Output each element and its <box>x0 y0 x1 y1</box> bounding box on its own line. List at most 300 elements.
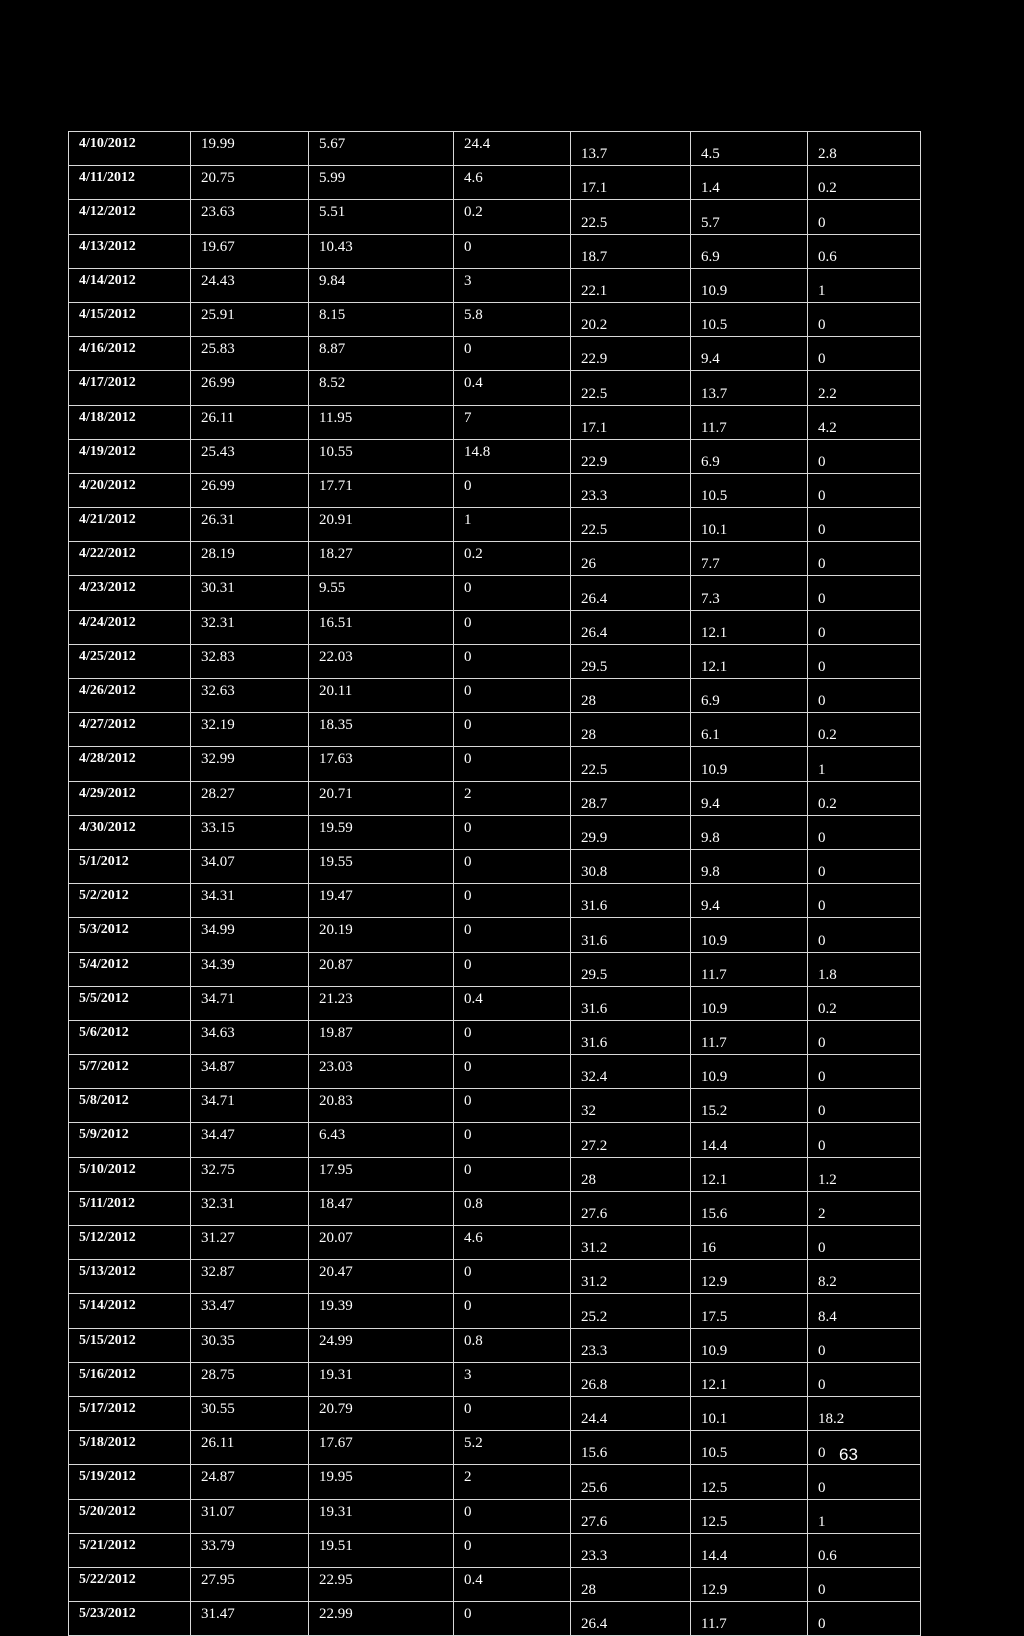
date-cell: 5/11/2012 <box>69 1191 191 1225</box>
value-cell-6: 0.2 <box>808 166 921 200</box>
value-cell-1: 32.99 <box>191 747 309 781</box>
value-cell-3: 0.4 <box>454 986 571 1020</box>
value-cell-6: 0 <box>808 1226 921 1260</box>
value-cell-5: 10.5 <box>691 1431 808 1465</box>
value-cell-3: 0 <box>454 1499 571 1533</box>
table-row <box>69 268 921 302</box>
value-cell-4: 30.8 <box>571 849 691 883</box>
value-cell-5: 9.4 <box>691 337 808 371</box>
value-cell-5: 10.9 <box>691 747 808 781</box>
value-cell-3: 24.4 <box>454 132 571 166</box>
value-cell-1: 26.11 <box>191 1431 309 1465</box>
value-cell-6: 1 <box>808 1499 921 1533</box>
date-cell: 4/10/2012 <box>69 132 191 166</box>
table-row <box>69 576 921 610</box>
value-cell-5: 10.9 <box>691 918 808 952</box>
value-cell-2: 19.87 <box>309 1020 454 1054</box>
value-cell-2: 9.55 <box>309 576 454 610</box>
value-cell-2: 22.03 <box>309 644 454 678</box>
value-cell-2: 19.31 <box>309 1499 454 1533</box>
value-cell-5: 5.7 <box>691 200 808 234</box>
value-cell-5: 10.1 <box>691 508 808 542</box>
value-cell-1: 33.47 <box>191 1294 309 1328</box>
value-cell-1: 30.55 <box>191 1396 309 1430</box>
value-cell-1: 25.83 <box>191 337 309 371</box>
value-cell-4: 27.6 <box>571 1499 691 1533</box>
table-row <box>69 234 921 268</box>
value-cell-5: 9.8 <box>691 815 808 849</box>
table-row <box>69 1294 921 1328</box>
table-row <box>69 200 921 234</box>
value-cell-1: 34.07 <box>191 849 309 883</box>
value-cell-1: 27.95 <box>191 1567 309 1601</box>
table-body <box>69 132 921 1636</box>
value-cell-3: 0 <box>454 610 571 644</box>
value-cell-6: 2.8 <box>808 132 921 166</box>
value-cell-1: 34.63 <box>191 1020 309 1054</box>
table-row <box>69 508 921 542</box>
value-cell-3: 0 <box>454 1294 571 1328</box>
value-cell-4: 27.6 <box>571 1191 691 1225</box>
table-row <box>69 371 921 405</box>
value-cell-6: 0 <box>808 849 921 883</box>
value-cell-4: 22.5 <box>571 747 691 781</box>
value-cell-4: 31.6 <box>571 884 691 918</box>
value-cell-2: 22.99 <box>309 1602 454 1636</box>
date-cell: 5/13/2012 <box>69 1260 191 1294</box>
date-cell: 5/17/2012 <box>69 1396 191 1430</box>
value-cell-1: 25.91 <box>191 302 309 336</box>
table-row <box>69 1157 921 1191</box>
date-cell: 5/3/2012 <box>69 918 191 952</box>
table-row <box>69 1055 921 1089</box>
value-cell-3: 4.6 <box>454 166 571 200</box>
value-cell-4: 29.9 <box>571 815 691 849</box>
value-cell-5: 6.9 <box>691 679 808 713</box>
value-cell-6: 8.4 <box>808 1294 921 1328</box>
table-row <box>69 302 921 336</box>
value-cell-6: 0.2 <box>808 713 921 747</box>
value-cell-4: 24.4 <box>571 1396 691 1430</box>
table-row <box>69 679 921 713</box>
value-cell-2: 11.95 <box>309 405 454 439</box>
date-cell: 4/25/2012 <box>69 644 191 678</box>
value-cell-5: 7.3 <box>691 576 808 610</box>
value-cell-4: 26.8 <box>571 1362 691 1396</box>
value-cell-5: 11.7 <box>691 952 808 986</box>
value-cell-4: 25.2 <box>571 1294 691 1328</box>
value-cell-2: 8.52 <box>309 371 454 405</box>
value-cell-3: 3 <box>454 1362 571 1396</box>
value-cell-6: 0 <box>808 1020 921 1054</box>
value-cell-3: 2 <box>454 1465 571 1499</box>
value-cell-1: 32.63 <box>191 679 309 713</box>
table-row <box>69 1465 921 1499</box>
value-cell-1: 32.75 <box>191 1157 309 1191</box>
table-row <box>69 1123 921 1157</box>
value-cell-5: 12.1 <box>691 1157 808 1191</box>
table-row <box>69 1431 921 1465</box>
value-cell-3: 3 <box>454 268 571 302</box>
date-cell: 5/4/2012 <box>69 952 191 986</box>
table-row <box>69 337 921 371</box>
date-cell: 5/2/2012 <box>69 884 191 918</box>
table-row <box>69 1328 921 1362</box>
date-cell: 4/28/2012 <box>69 747 191 781</box>
value-cell-3: 0 <box>454 1602 571 1636</box>
value-cell-5: 10.9 <box>691 268 808 302</box>
table-row <box>69 542 921 576</box>
value-cell-3: 0.8 <box>454 1191 571 1225</box>
value-cell-5: 12.1 <box>691 610 808 644</box>
value-cell-6: 0 <box>808 1602 921 1636</box>
value-cell-4: 25.6 <box>571 1465 691 1499</box>
date-cell: 4/20/2012 <box>69 473 191 507</box>
value-cell-2: 17.95 <box>309 1157 454 1191</box>
value-cell-3: 0 <box>454 1533 571 1567</box>
value-cell-4: 31.6 <box>571 918 691 952</box>
value-cell-1: 34.71 <box>191 986 309 1020</box>
table-row <box>69 747 921 781</box>
value-cell-5: 12.5 <box>691 1499 808 1533</box>
value-cell-5: 14.4 <box>691 1533 808 1567</box>
date-cell: 4/17/2012 <box>69 371 191 405</box>
table-row <box>69 405 921 439</box>
value-cell-4: 26.4 <box>571 610 691 644</box>
value-cell-1: 30.31 <box>191 576 309 610</box>
value-cell-3: 1 <box>454 508 571 542</box>
value-cell-3: 0 <box>454 1020 571 1054</box>
value-cell-1: 34.71 <box>191 1089 309 1123</box>
value-cell-3: 0.4 <box>454 371 571 405</box>
table-row <box>69 884 921 918</box>
table-row <box>69 1226 921 1260</box>
value-cell-2: 8.87 <box>309 337 454 371</box>
value-cell-1: 34.39 <box>191 952 309 986</box>
table-row <box>69 918 921 952</box>
value-cell-2: 19.31 <box>309 1362 454 1396</box>
value-cell-3: 5.2 <box>454 1431 571 1465</box>
value-cell-4: 28 <box>571 1567 691 1601</box>
value-cell-6: 0 <box>808 1055 921 1089</box>
value-cell-3: 0.2 <box>454 200 571 234</box>
value-cell-1: 19.67 <box>191 234 309 268</box>
value-cell-1: 23.63 <box>191 200 309 234</box>
value-cell-3: 0 <box>454 1123 571 1157</box>
value-cell-6: 0 <box>808 473 921 507</box>
table-row <box>69 1089 921 1123</box>
value-cell-4: 26 <box>571 542 691 576</box>
table-row <box>69 1602 921 1636</box>
value-cell-3: 0 <box>454 884 571 918</box>
value-cell-5: 10.1 <box>691 1396 808 1430</box>
value-cell-2: 20.79 <box>309 1396 454 1430</box>
value-cell-1: 28.19 <box>191 542 309 576</box>
date-cell: 4/16/2012 <box>69 337 191 371</box>
date-cell: 5/21/2012 <box>69 1533 191 1567</box>
value-cell-3: 0 <box>454 576 571 610</box>
date-cell: 4/18/2012 <box>69 405 191 439</box>
value-cell-3: 0 <box>454 644 571 678</box>
value-cell-2: 20.91 <box>309 508 454 542</box>
value-cell-3: 0 <box>454 713 571 747</box>
value-cell-3: 0 <box>454 815 571 849</box>
value-cell-2: 20.11 <box>309 679 454 713</box>
value-cell-2: 19.55 <box>309 849 454 883</box>
value-cell-6: 0 <box>808 439 921 473</box>
value-cell-3: 2 <box>454 781 571 815</box>
page-number: 63 <box>839 1445 858 1464</box>
value-cell-6: 2.2 <box>808 371 921 405</box>
value-cell-6: 18.2 <box>808 1396 921 1430</box>
value-cell-3: 0 <box>454 747 571 781</box>
value-cell-1: 34.99 <box>191 918 309 952</box>
value-cell-1: 32.31 <box>191 1191 309 1225</box>
value-cell-5: 15.6 <box>691 1191 808 1225</box>
value-cell-1: 26.99 <box>191 371 309 405</box>
value-cell-6: 0.2 <box>808 781 921 815</box>
value-cell-5: 11.7 <box>691 405 808 439</box>
value-cell-4: 32.4 <box>571 1055 691 1089</box>
value-cell-5: 7.7 <box>691 542 808 576</box>
value-cell-5: 9.4 <box>691 781 808 815</box>
table-row <box>69 952 921 986</box>
value-cell-6: 0 <box>808 1362 921 1396</box>
value-cell-4: 22.5 <box>571 371 691 405</box>
value-cell-6: 1.2 <box>808 1157 921 1191</box>
value-cell-5: 11.7 <box>691 1602 808 1636</box>
value-cell-4: 22.9 <box>571 337 691 371</box>
value-cell-6: 0 <box>808 200 921 234</box>
value-cell-4: 29.5 <box>571 952 691 986</box>
value-cell-5: 12.9 <box>691 1260 808 1294</box>
value-cell-1: 32.83 <box>191 644 309 678</box>
value-cell-3: 4.6 <box>454 1226 571 1260</box>
value-cell-6: 0 <box>808 1465 921 1499</box>
value-cell-5: 4.5 <box>691 132 808 166</box>
value-cell-6: 0 <box>808 884 921 918</box>
value-cell-6: 0 <box>808 302 921 336</box>
date-cell: 4/22/2012 <box>69 542 191 576</box>
value-cell-5: 10.9 <box>691 986 808 1020</box>
value-cell-4: 31.2 <box>571 1226 691 1260</box>
date-cell: 4/24/2012 <box>69 610 191 644</box>
value-cell-2: 21.23 <box>309 986 454 1020</box>
value-cell-4: 23.3 <box>571 473 691 507</box>
table-row <box>69 473 921 507</box>
value-cell-6: 0 <box>808 1328 921 1362</box>
date-cell: 4/21/2012 <box>69 508 191 542</box>
value-cell-5: 9.4 <box>691 884 808 918</box>
value-cell-6: 0 <box>808 1567 921 1601</box>
value-cell-1: 28.27 <box>191 781 309 815</box>
value-cell-5: 12.1 <box>691 1362 808 1396</box>
value-cell-4: 26.4 <box>571 576 691 610</box>
table-row <box>69 1396 921 1430</box>
value-cell-6: 0 <box>808 1089 921 1123</box>
date-cell: 5/15/2012 <box>69 1328 191 1362</box>
value-cell-3: 0.8 <box>454 1328 571 1362</box>
table-row <box>69 1499 921 1533</box>
value-cell-2: 19.39 <box>309 1294 454 1328</box>
date-cell: 5/1/2012 <box>69 849 191 883</box>
value-cell-4: 17.1 <box>571 166 691 200</box>
value-cell-1: 32.87 <box>191 1260 309 1294</box>
value-cell-5: 6.9 <box>691 234 808 268</box>
value-cell-3: 0 <box>454 1055 571 1089</box>
value-cell-3: 0 <box>454 1260 571 1294</box>
value-cell-6: 1.8 <box>808 952 921 986</box>
value-cell-6: 0.6 <box>808 234 921 268</box>
value-cell-6: 0 <box>808 918 921 952</box>
table-row <box>69 132 921 166</box>
date-cell: 5/22/2012 <box>69 1567 191 1601</box>
table-row <box>69 166 921 200</box>
value-cell-6: 4.2 <box>808 405 921 439</box>
weather-data-table <box>68 131 921 1636</box>
value-cell-4: 22.9 <box>571 439 691 473</box>
value-cell-2: 19.51 <box>309 1533 454 1567</box>
value-cell-1: 24.43 <box>191 268 309 302</box>
table-row <box>69 610 921 644</box>
value-cell-1: 32.19 <box>191 713 309 747</box>
date-cell: 4/13/2012 <box>69 234 191 268</box>
value-cell-1: 26.31 <box>191 508 309 542</box>
table-row <box>69 1191 921 1225</box>
value-cell-4: 17.1 <box>571 405 691 439</box>
value-cell-6: 8.2 <box>808 1260 921 1294</box>
value-cell-6: 0 <box>808 576 921 610</box>
table-row <box>69 849 921 883</box>
value-cell-3: 0 <box>454 918 571 952</box>
value-cell-2: 9.84 <box>309 268 454 302</box>
table-row <box>69 1567 921 1601</box>
date-cell: 5/20/2012 <box>69 1499 191 1533</box>
value-cell-4: 23.3 <box>571 1328 691 1362</box>
value-cell-5: 10.9 <box>691 1328 808 1362</box>
date-cell: 4/19/2012 <box>69 439 191 473</box>
value-cell-4: 31.6 <box>571 1020 691 1054</box>
value-cell-1: 32.31 <box>191 610 309 644</box>
value-cell-3: 0 <box>454 1157 571 1191</box>
value-cell-2: 20.87 <box>309 952 454 986</box>
table-row <box>69 1533 921 1567</box>
value-cell-3: 0 <box>454 473 571 507</box>
date-cell: 5/19/2012 <box>69 1465 191 1499</box>
value-cell-4: 15.6 <box>571 1431 691 1465</box>
value-cell-2: 18.47 <box>309 1191 454 1225</box>
value-cell-5: 17.5 <box>691 1294 808 1328</box>
value-cell-6: 0.2 <box>808 986 921 1020</box>
table-row <box>69 644 921 678</box>
value-cell-2: 17.67 <box>309 1431 454 1465</box>
value-cell-6: 1 <box>808 747 921 781</box>
value-cell-2: 20.71 <box>309 781 454 815</box>
value-cell-1: 28.75 <box>191 1362 309 1396</box>
value-cell-4: 28 <box>571 1157 691 1191</box>
value-cell-6: 0 <box>808 337 921 371</box>
date-cell: 4/30/2012 <box>69 815 191 849</box>
date-cell: 5/18/2012 <box>69 1431 191 1465</box>
table-row <box>69 1260 921 1294</box>
value-cell-4: 31.6 <box>571 986 691 1020</box>
value-cell-5: 6.1 <box>691 713 808 747</box>
date-cell: 5/14/2012 <box>69 1294 191 1328</box>
value-cell-6: 0 <box>808 542 921 576</box>
date-cell: 4/12/2012 <box>69 200 191 234</box>
value-cell-4: 28 <box>571 713 691 747</box>
value-cell-2: 10.55 <box>309 439 454 473</box>
value-cell-2: 24.99 <box>309 1328 454 1362</box>
value-cell-3: 14.8 <box>454 439 571 473</box>
value-cell-1: 34.87 <box>191 1055 309 1089</box>
value-cell-1: 34.31 <box>191 884 309 918</box>
value-cell-2: 5.51 <box>309 200 454 234</box>
value-cell-1: 26.99 <box>191 473 309 507</box>
value-cell-5: 12.5 <box>691 1465 808 1499</box>
value-cell-4: 22.5 <box>571 200 691 234</box>
value-cell-6: 0 <box>808 679 921 713</box>
value-cell-4: 28.7 <box>571 781 691 815</box>
value-cell-1: 30.35 <box>191 1328 309 1362</box>
value-cell-2: 20.83 <box>309 1089 454 1123</box>
date-cell: 4/26/2012 <box>69 679 191 713</box>
value-cell-5: 10.9 <box>691 1055 808 1089</box>
value-cell-3: 0.2 <box>454 542 571 576</box>
value-cell-4: 28 <box>571 679 691 713</box>
value-cell-5: 9.8 <box>691 849 808 883</box>
value-cell-2: 20.07 <box>309 1226 454 1260</box>
value-cell-1: 31.07 <box>191 1499 309 1533</box>
value-cell-2: 6.43 <box>309 1123 454 1157</box>
value-cell-2: 18.35 <box>309 713 454 747</box>
value-cell-3: 0 <box>454 234 571 268</box>
value-cell-2: 5.67 <box>309 132 454 166</box>
value-cell-5: 15.2 <box>691 1089 808 1123</box>
table-row <box>69 713 921 747</box>
value-cell-1: 26.11 <box>191 405 309 439</box>
value-cell-1: 20.75 <box>191 166 309 200</box>
value-cell-3: 0 <box>454 849 571 883</box>
date-cell: 4/27/2012 <box>69 713 191 747</box>
table-row <box>69 781 921 815</box>
value-cell-2: 5.99 <box>309 166 454 200</box>
value-cell-6: 0 <box>808 1123 921 1157</box>
date-cell: 4/29/2012 <box>69 781 191 815</box>
value-cell-1: 31.47 <box>191 1602 309 1636</box>
date-cell: 5/9/2012 <box>69 1123 191 1157</box>
value-cell-5: 16 <box>691 1226 808 1260</box>
date-cell: 5/10/2012 <box>69 1157 191 1191</box>
date-cell: 5/12/2012 <box>69 1226 191 1260</box>
value-cell-4: 26.4 <box>571 1602 691 1636</box>
table-row <box>69 815 921 849</box>
date-cell: 5/5/2012 <box>69 986 191 1020</box>
value-cell-1: 34.47 <box>191 1123 309 1157</box>
value-cell-2: 17.63 <box>309 747 454 781</box>
value-cell-2: 20.19 <box>309 918 454 952</box>
date-cell: 5/7/2012 <box>69 1055 191 1089</box>
value-cell-3: 7 <box>454 405 571 439</box>
value-cell-4: 22.5 <box>571 508 691 542</box>
date-cell: 5/23/2012 <box>69 1602 191 1636</box>
value-cell-2: 19.59 <box>309 815 454 849</box>
value-cell-5: 11.7 <box>691 1020 808 1054</box>
value-cell-2: 19.95 <box>309 1465 454 1499</box>
table-row <box>69 439 921 473</box>
value-cell-2: 23.03 <box>309 1055 454 1089</box>
value-cell-6: 0 <box>808 508 921 542</box>
